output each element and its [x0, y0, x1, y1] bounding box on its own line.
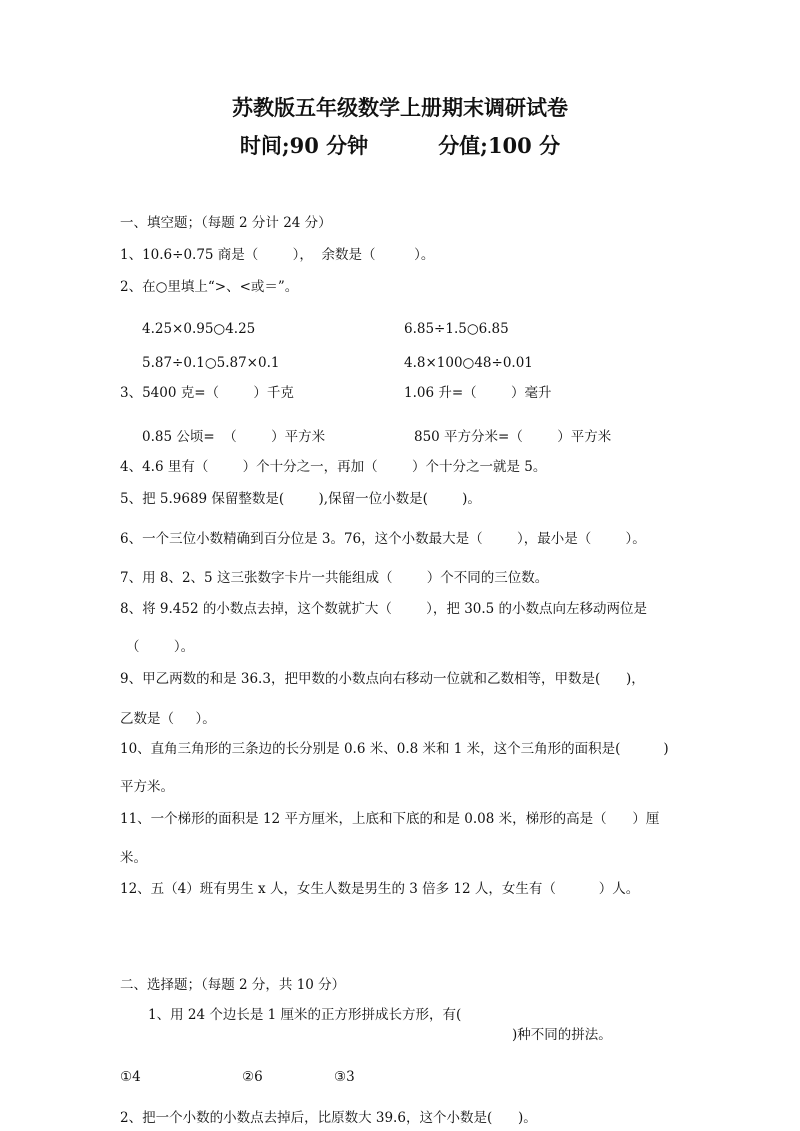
- question-10-line-2: 平方米。: [120, 779, 174, 795]
- question-2-item-b: 6.85÷1.5○6.85: [404, 321, 509, 337]
- question-7: 7、用 8、2、5 这三张数字卡片一共能组成（ ）个不同的三位数。: [120, 570, 549, 586]
- question-1: 1、10.6÷0.75 商是（ ）， 余数是（ ）。: [120, 247, 435, 263]
- exam-subtitle: [0, 130, 800, 160]
- question-8-line-2: （ ）。: [126, 639, 195, 655]
- question-10-line-1: 10、直角三角形的三条边的长分别是 0.6 米、0.8 米和 1 米，这个三角形的面积是( ): [120, 741, 669, 757]
- question-11-line-1: 11、一个梯形的面积是 12 平方厘米，上底和下底的和是 0.08 米，梯形的高是（ ）厘: [120, 811, 660, 827]
- question-4: 4、4.6 里有（ ）个十分之一，再加（ ）个十分之一就是 5。: [120, 459, 547, 475]
- exam-title: 苏教版五年级数学上册期末调研试卷: [232, 95, 568, 120]
- section2-heading: 二、选择题；（每题 2 分，共 10 分）: [120, 977, 346, 993]
- section1-heading: 一、填空题；（每题 2 分计 24 分）: [120, 215, 332, 231]
- question-2: 2、在○里填上“>、<或＝”。: [120, 279, 299, 295]
- choice-question-2: 2、把一个小数的小数点去掉后，比原数大 39.6，这个小数是( )。: [120, 1110, 537, 1126]
- question-11-line-2: 米。: [120, 850, 147, 866]
- question-12: 12、五（4）班有男生 x 人，女生人数是男生的 3 倍多 12 人，女生有（ ）人。: [120, 881, 640, 897]
- choice-question-1-line-1: 1、用 24 个边长是 1 厘米的正方形拼成长方形，有(: [148, 1007, 462, 1023]
- exam-score: 分值;100 分: [438, 133, 561, 158]
- question-9-line-1: 9、甲乙两数的和是 36.3，把甲数的小数点向右移动一位就和乙数相等，甲数是( )，: [120, 671, 645, 687]
- question-2-item-a: 4.25×0.95○4.25: [142, 321, 256, 337]
- question-5: 5、把 5.9689 保留整数是( ),保留一位小数是( )。: [120, 491, 481, 507]
- question-3-item-b: 1.06 升=（ ）毫升: [404, 385, 552, 401]
- choice-option-2: ②6: [242, 1069, 263, 1085]
- question-3-item-c: 0.85 公顷= （ ）平方米: [142, 429, 326, 445]
- choice-option-3: ③3: [334, 1069, 355, 1085]
- choice-question-1-line-2: )种不同的拼法。: [512, 1027, 612, 1043]
- exam-time: 时间;90 分钟: [239, 133, 369, 158]
- question-9-line-2: 乙数是（ ）。: [120, 711, 216, 727]
- choice-option-1: ①4: [120, 1069, 141, 1085]
- question-2-item-c: 5.87÷0.1○5.87×0.1: [142, 355, 280, 371]
- question-3-item-d: 850 平方分米=（ ）平方米: [414, 429, 612, 445]
- question-6: 6、一个三位小数精确到百分位是 3。76，这个小数最大是（ ），最小是（ ）。: [120, 531, 646, 547]
- question-8-line-1: 8、将 9.452 的小数点去掉，这个数就扩大（ ），把 30.5 的小数点向左移动两位是: [120, 601, 648, 617]
- question-3-item-a: 3、5400 克=（ ）千克: [120, 385, 294, 401]
- question-2-item-d: 4.8×100○48÷0.01: [404, 355, 533, 371]
